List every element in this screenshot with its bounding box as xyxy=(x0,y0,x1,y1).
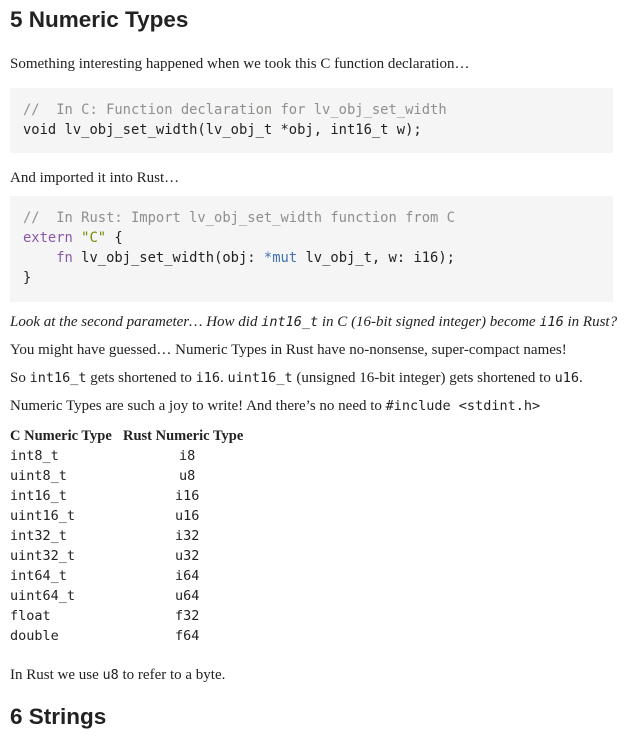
shortened-text-d: (unsigned 16-bit integer) gets shortened to xyxy=(292,370,555,386)
imported-paragraph: And imported it into Rust… xyxy=(10,170,180,186)
shortened-code-u16: u16 xyxy=(554,370,579,386)
table-cell-c-type: uint32_t xyxy=(10,548,76,564)
table-row xyxy=(10,446,251,466)
table-cell-c-type: int16_t xyxy=(10,488,67,504)
table-header-rust: Rust Numeric Type xyxy=(123,428,244,444)
shortened-paragraph xyxy=(10,368,583,388)
table-row xyxy=(10,506,251,526)
table-row xyxy=(10,526,251,546)
rust-brace-open: { xyxy=(106,230,123,246)
table-cell-c-type: float xyxy=(10,608,51,624)
shortened-code-i16: i16 xyxy=(195,370,221,386)
rust-fn-signature-a: lv_obj_set_width(obj: xyxy=(72,250,264,266)
byte-text-b: to refer to a byte. xyxy=(118,667,226,683)
rust-indent xyxy=(23,250,56,266)
question-text-c: in Rust? xyxy=(563,314,618,330)
table-row xyxy=(10,486,251,506)
rust-code-block xyxy=(10,196,613,302)
table-cell-c-type: uint8_t xyxy=(10,468,67,484)
section-heading-numeric-types: 5 Numeric Types xyxy=(10,7,189,32)
shortened-text-e: . xyxy=(579,370,583,386)
question-code-int16: int16_t xyxy=(261,314,319,330)
joy-paragraph xyxy=(10,396,540,416)
c-code-block xyxy=(10,88,613,153)
table-header-row xyxy=(10,426,251,446)
table-cell-c-type: int32_t xyxy=(10,528,67,544)
table-cell-c-type: int64_t xyxy=(10,568,67,584)
section-heading-strings: 6 Strings xyxy=(10,704,107,729)
table-cell-rust-type: u16 xyxy=(174,508,200,524)
table-cell-c-type: uint64_t xyxy=(10,588,76,604)
byte-code-u8: u8 xyxy=(102,667,119,683)
joy-code-include: #include <stdint.h> xyxy=(385,398,541,414)
shortened-text-a: So xyxy=(10,370,30,386)
table-cell-c-type: uint16_t xyxy=(10,508,76,524)
table-cell-rust-type: u32 xyxy=(174,548,200,564)
table-cell-c-type: double xyxy=(10,628,59,644)
byte-paragraph xyxy=(10,665,225,685)
numeric-types-table xyxy=(10,426,251,646)
c-code-comment: // In C: Function declaration for lv_obj_set_width xyxy=(23,102,447,118)
shortened-code-uint16: uint16_t xyxy=(227,370,293,386)
table-row xyxy=(10,546,251,566)
table-row xyxy=(10,586,251,606)
shortened-text-c: . xyxy=(220,370,228,386)
rust-brace-close: } xyxy=(23,270,32,286)
table-cell-rust-type: f32 xyxy=(174,608,200,624)
question-paragraph xyxy=(10,312,617,332)
rust-mut-pointer: *mut xyxy=(263,250,298,266)
c-code-declaration: void lv_obj_set_width(lv_obj_t *obj, int16_t w); xyxy=(23,122,422,138)
guessed-paragraph: You might have guessed… Numeric Types in Rust have no-nonsense, super-compact names! xyxy=(10,342,567,358)
table-header-c: C Numeric Type xyxy=(10,428,112,444)
shortened-text-b: gets shortened to xyxy=(86,370,196,386)
table-body xyxy=(10,446,251,646)
table-row xyxy=(10,566,251,586)
intro-paragraph: Something interesting happened when we took this C function declaration… xyxy=(10,56,470,72)
table-cell-rust-type: i16 xyxy=(174,488,200,504)
table-cell-rust-type: u8 xyxy=(179,468,196,484)
table-cell-rust-type: i32 xyxy=(174,528,200,544)
rust-fn-signature-b: lv_obj_t, w: i16); xyxy=(297,250,455,266)
table-cell-rust-type: i8 xyxy=(179,448,196,464)
rust-code-comment: // In Rust: Import lv_obj_set_width function from C xyxy=(23,210,455,226)
byte-text-a: In Rust we use xyxy=(10,667,103,683)
question-code-i16: i16 xyxy=(539,314,564,330)
table-row xyxy=(10,606,251,626)
table-row xyxy=(10,466,251,486)
table-cell-rust-type: u64 xyxy=(174,588,200,604)
question-text-a: Look at the second parameter… How did xyxy=(10,314,262,330)
table-row xyxy=(10,626,251,646)
rust-fn-keyword: fn xyxy=(56,250,73,266)
table-cell-rust-type: i64 xyxy=(174,568,200,584)
table-cell-c-type: int8_t xyxy=(10,448,59,464)
table-cell-rust-type: f64 xyxy=(174,628,200,644)
shortened-code-int16: int16_t xyxy=(29,370,87,386)
rust-abi-string: "C" xyxy=(81,230,107,246)
joy-text: Numeric Types are such a joy to write! And there’s no need to xyxy=(10,398,386,414)
question-text-b: in C (16-bit signed integer) become xyxy=(318,314,540,330)
rust-extern-keyword: extern xyxy=(23,230,73,246)
